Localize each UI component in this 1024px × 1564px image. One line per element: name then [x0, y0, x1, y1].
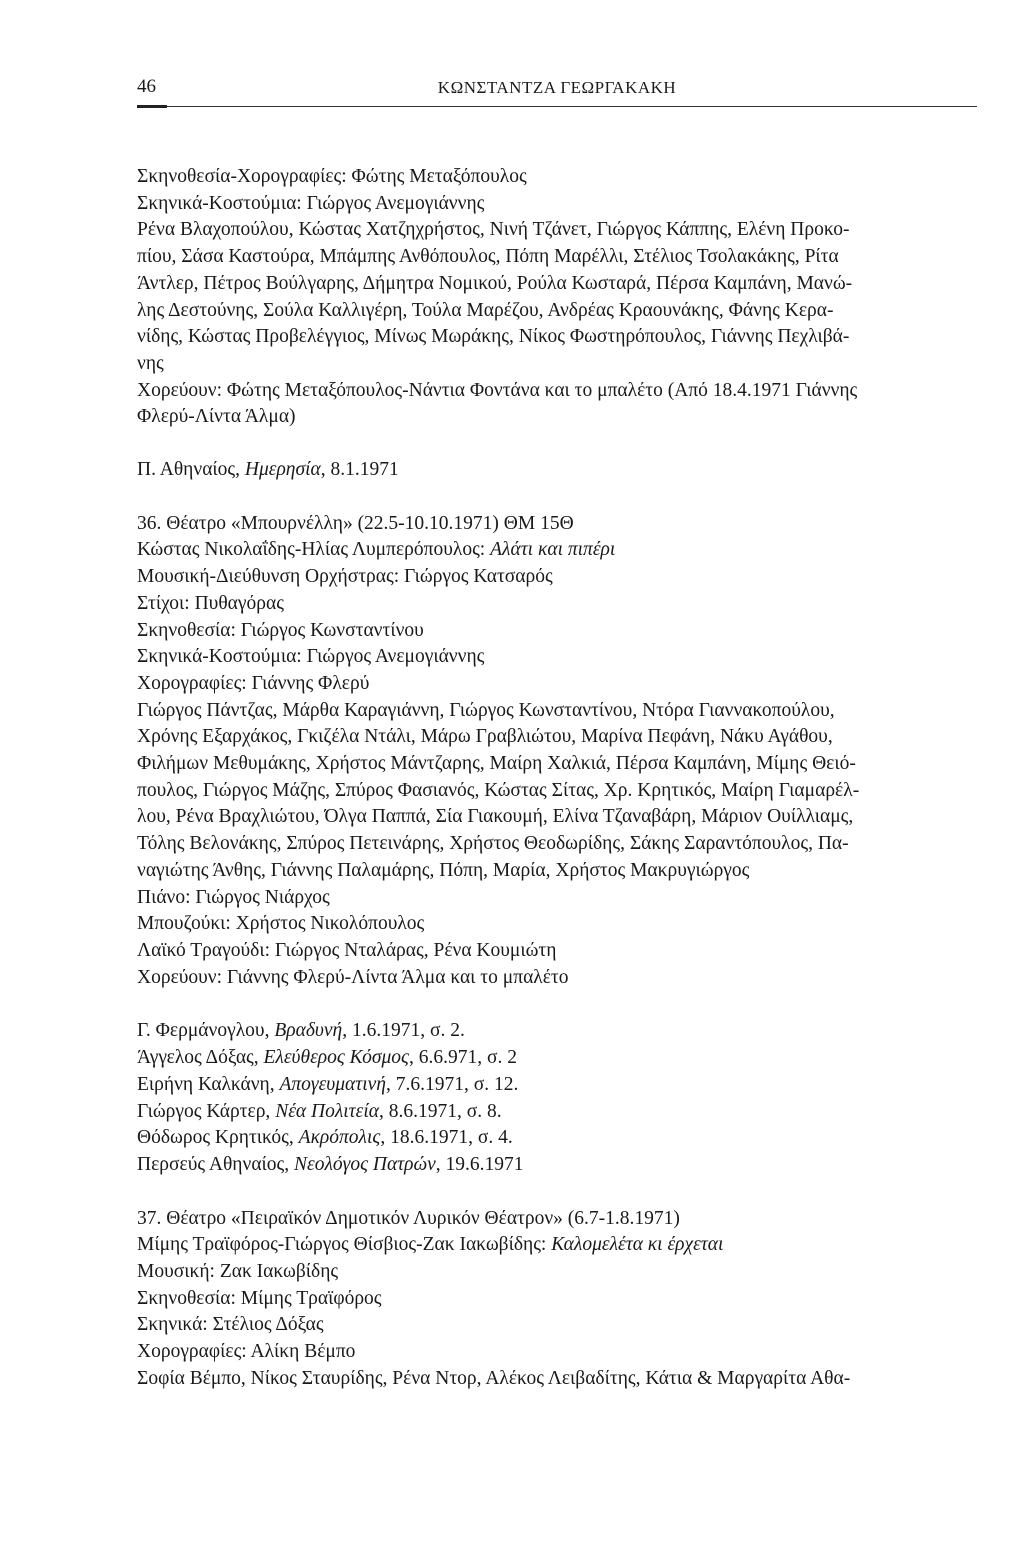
- play-authors: Κώστας Νικολαΐδης-Ηλίας Λυμπερόπουλος:: [137, 539, 491, 561]
- page: [137, 76, 977, 1389]
- review-author: Γιώργος Κάρτερ,: [137, 1100, 276, 1122]
- text-line: νης: [137, 352, 164, 374]
- review-paper: Νεολόγος Πατρών: [294, 1153, 436, 1175]
- cast-line: Σοφία Βέμπο, Νίκος Σταυρίδης, Ρένα Ντορ, Αλέκος Λειβαδίτης, Κάτια & Μαργαρίτα Αθα-: [137, 1367, 851, 1389]
- page-body: [137, 164, 977, 1393]
- text-line: Σκηνοθεσία-Χορογραφίες: Φώτης Μεταξόπουλος: [137, 166, 527, 187]
- running-title: ΚΩΝΣΤΑΝΤΖΑ ΓΕΩΡΓΑΚΑΚΗ: [437, 78, 677, 97]
- page-number: 46: [137, 76, 156, 97]
- credit-line: Στίχοι: Πυθαγόρας: [137, 592, 284, 614]
- review-author: Ειρήνη Καλκάνη,: [137, 1073, 280, 1095]
- review-paper: Απογευματινή: [279, 1073, 386, 1095]
- running-header: [137, 76, 977, 108]
- cast-line: Γιώργος Πάντζας, Μάρθα Καραγιάννη, Γιώργος Κωνσταντίνου, Ντόρα Γιαννακοπούλου,: [137, 699, 835, 721]
- review-paper: Νέα Πολιτεία: [275, 1100, 380, 1122]
- credit-line: Σκηνοθεσία: Μίμης Τραϊφόρος: [137, 1287, 382, 1309]
- production-35-credits: [137, 164, 977, 431]
- text-line: λης Δεστούνης, Σούλα Καλλιγέρη, Τούλα Μαρέζου, Ανδρέας Κραουνάκης, Φάνης Κερα-: [137, 299, 834, 321]
- credit-line: Μουσική-Διεύθυνση Ορχήστρας: Γιώργος Κατσαρός: [137, 566, 553, 588]
- review-author: Γ. Φερμάνογλου,: [137, 1020, 275, 1042]
- text-line: Ρένα Βλαχοπούλου, Κώστας Χατζηχρήστος, Νινή Τζάνετ, Γιώργος Κάππης, Ελένη Προκο-: [137, 219, 850, 241]
- credit-line: Χορογραφίες: Γιάννης Φλερύ: [137, 672, 370, 694]
- cast-line: Χρόνης Εξαρχάκος, Γκιζέλα Ντάλι, Μάρω Γραβλιώτου, Μαρίνα Πεφάνη, Νάκυ Αγάθου,: [137, 726, 833, 748]
- play-authors: Μίμης Τραϊφόρος-Γιώργος Θίσβιος-Ζακ Ιακωβίδης:: [137, 1234, 552, 1256]
- play-title: Καλομελέτα κι έρχεται: [551, 1234, 724, 1256]
- review-paper: Ελεύθερος Κόσμος: [263, 1047, 409, 1069]
- review-author: Π. Αθηναίος,: [137, 459, 245, 481]
- review-date: , 18.6.1971, σ. 4.: [380, 1127, 513, 1149]
- review-date: , 6.6.971, σ. 2: [408, 1047, 517, 1069]
- review-citation: [137, 457, 977, 484]
- review-paper: Ακρόπολις: [298, 1127, 381, 1149]
- spacer: [137, 1179, 977, 1206]
- spacer: [137, 431, 977, 457]
- credit-line: Σκηνικά-Κοστούμια: Γιώργος Ανεμογιάννης: [137, 646, 485, 668]
- credit-line: Σκηνοθεσία: Γιώργος Κωνσταντίνου: [137, 619, 424, 641]
- spacer: [137, 991, 977, 1018]
- review-citation: [137, 1099, 977, 1126]
- cast-line: πουλος, Γιώργος Μάζης, Σπύρος Φασιανός, Κώστας Σίτας, Χρ. Κρητικός, Μαίρη Γιαμαρέλ-: [137, 779, 860, 801]
- review-paper: Βραδυνή: [274, 1020, 343, 1042]
- text-line: νίδης, Κώστας Προβελέγγιος, Μίνως Μωράκης, Νίκος Φωστηρόπουλος, Γιάννης Πεχλιβά-: [137, 326, 850, 348]
- cast-line: Φιλήμων Μεθυμάκης, Χρήστος Μάντζαρης, Μαίρη Χαλκιά, Πέρσα Καμπάνη, Μίμης Θειό-: [137, 753, 856, 775]
- credit-line: Σκηνικά: Στέλιος Δόξας: [137, 1314, 324, 1336]
- play-title: Αλάτι και πιπέρι: [490, 539, 616, 561]
- text-line: Φλερύ-Λίντα Άλμα): [137, 406, 296, 428]
- review-author: Περσεύς Αθηναίος,: [137, 1153, 294, 1175]
- review-author: Θόδωρος Κρητικός,: [137, 1127, 299, 1149]
- credit-line: Λαϊκό Τραγούδι: Γιώργος Νταλάρας, Ρένα Κουμιώτη: [137, 939, 557, 961]
- review-citation: [137, 1152, 977, 1179]
- review-date: , 7.6.1971, σ. 12.: [385, 1073, 519, 1095]
- credit-line: Πιάνο: Γιώργος Νιάρχος: [137, 886, 330, 908]
- credit-line: Χορεύουν: Γιάννης Φλερύ-Λίντα Άλμα και το μπαλέτο: [137, 966, 569, 988]
- credit-line: Μουσική: Ζακ Ιακωβίδης: [137, 1261, 339, 1283]
- production-37: [137, 1206, 977, 1393]
- header-rule-accent: [137, 105, 167, 108]
- review-citation: [137, 1072, 977, 1099]
- text-line: Χορεύουν: Φώτης Μεταξόπουλος-Νάντια Φοντάνα και το μπαλέτο (Από 18.4.1971 Γιάννης: [137, 379, 858, 401]
- review-paper: Ημερησία: [244, 459, 321, 481]
- credit-line: Χορογραφίες: Αλίκη Βέμπο: [137, 1341, 356, 1363]
- spacer: [137, 484, 977, 511]
- text-line: Σκηνικά-Κοστούμια: Γιώργος Ανεμογιάννης: [137, 192, 485, 214]
- header-rule: [137, 106, 977, 107]
- review-date: , 19.6.1971: [435, 1153, 524, 1175]
- review-citation: [137, 1045, 977, 1072]
- production-heading: 37. Θέατρο «Πειραϊκόν Δημοτικόν Λυρικόν Θέατρον» (6.7-1.8.1971): [137, 1207, 680, 1229]
- cast-line: ναγιώτης Άνθης, Γιάννης Παλαμάρης, Πόπη, Μαρία, Χρήστος Μακρυγιώργος: [137, 859, 750, 881]
- production-36: [137, 511, 977, 992]
- cast-line: Τόλης Βελονάκης, Σπύρος Πετεινάρης, Χρήστος Θεοδωρίδης, Σάκης Σαραντόπουλος, Πα-: [137, 833, 849, 855]
- cast-line: λου, Ρένα Βραχλιώτου, Όλγα Παππά, Σία Γιακουμή, Ελίνα Τζαναβάρη, Μάριον Ουίλλιαμς,: [137, 806, 854, 828]
- review-date: , 8.1.1971: [320, 459, 399, 481]
- credit-line: Μπουζούκι: Χρήστος Νικολόπουλος: [137, 913, 425, 935]
- review-citation: [137, 1125, 977, 1152]
- review-author: Άγγελος Δόξας,: [137, 1047, 264, 1069]
- review-citations: [137, 1018, 977, 1178]
- text-line: Άντλερ, Πέτρος Βούλγαρης, Δήμητρα Νομικού, Ρούλα Κωσταρά, Πέρσα Καμπάνη, Μανώ-: [137, 272, 853, 294]
- review-date: , 8.6.1971, σ. 8.: [379, 1100, 502, 1122]
- production-heading: 36. Θέατρο «Μπουρνέλλη» (22.5-10.10.1971) ΘΜ 15Θ: [137, 512, 574, 534]
- review-date: , 1.6.1971, σ. 2.: [342, 1020, 465, 1042]
- text-line: πίου, Σάσα Καστούρα, Μπάμπης Ανθόπουλος, Πόπη Μαρέλλι, Στέλιος Τσολακάκης, Ρίτα: [137, 246, 839, 268]
- review-citation: [137, 1018, 977, 1045]
